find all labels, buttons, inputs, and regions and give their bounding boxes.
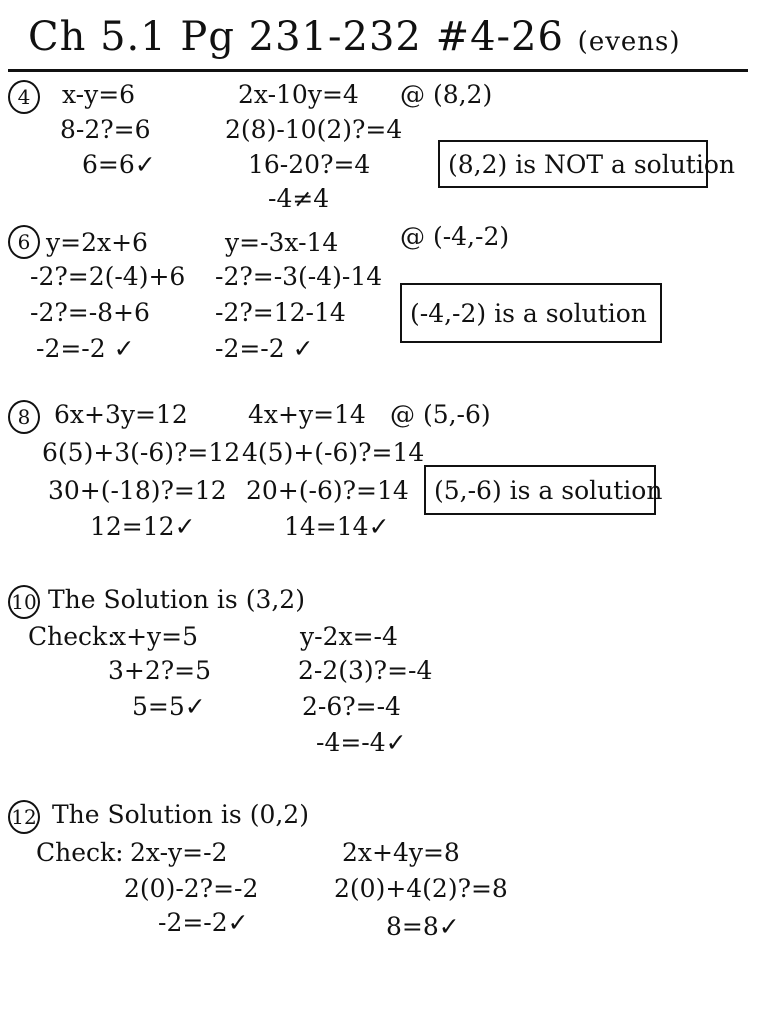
p6-result-box: (-4,-2) is a solution xyxy=(400,283,662,343)
p8-point: @ (5,-6) xyxy=(390,400,491,429)
p8-eq1-line3: 30+(-18)?=12 xyxy=(48,476,227,505)
problem-number-4: 4 xyxy=(8,80,40,114)
p8-eq1-line2: 6(5)+3(-6)?=12 xyxy=(42,438,241,467)
p4-eq2-line4: -4≠4 xyxy=(268,184,330,213)
p12-solution-line: The Solution is (0,2) xyxy=(52,800,309,829)
title-note: (evens) xyxy=(577,27,681,57)
p6-point: @ (-4,-2) xyxy=(400,222,510,251)
problem-number-12: 12 xyxy=(8,800,40,834)
p8-result-box: (5,-6) is a solution xyxy=(424,465,656,515)
p12-eq1-line2: 2(0)-2?=-2 xyxy=(124,874,259,903)
p10-check-label: Check: xyxy=(28,622,116,651)
p10-eq2-line1: y-2x=-4 xyxy=(300,622,398,651)
p6-eq1-line2: -2?=2(-4)+6 xyxy=(30,262,186,291)
p4-result-box: (8,2) is NOT a solution xyxy=(438,140,708,188)
problem-number-10: 10 xyxy=(8,585,40,619)
p6-eq1-line1: y=2x+6 xyxy=(46,228,148,257)
p12-check-label: Check: xyxy=(36,838,124,867)
p8-eq1-line1: 6x+3y=12 xyxy=(54,400,188,429)
p10-eq2-line4: -4=-4✓ xyxy=(316,728,407,757)
p6-eq2-line2: -2?=-3(-4)-14 xyxy=(215,262,383,291)
p6-eq2-line4: -2=-2 ✓ xyxy=(215,334,314,363)
p12-eq2-line3: 8=8✓ xyxy=(386,912,460,941)
p10-eq1-line2: 3+2?=5 xyxy=(108,656,212,685)
p6-eq2-line1: y=-3x-14 xyxy=(225,228,339,257)
p12-eq1-line1: 2x-y=-2 xyxy=(130,838,228,867)
p4-eq2-line1: 2x-10y=4 xyxy=(238,80,359,109)
p6-eq2-line3: -2?=12-14 xyxy=(215,298,346,327)
problem-number-8: 8 xyxy=(8,400,40,434)
p8-eq2-line2: 4(5)+(-6)?=14 xyxy=(242,438,425,467)
p12-eq2-line1: 2x+4y=8 xyxy=(342,838,460,867)
page-title xyxy=(28,14,681,60)
p10-eq1-line1: x+y=5 xyxy=(112,622,199,651)
p10-eq1-line3: 5=5✓ xyxy=(132,692,206,721)
p4-eq1-line1: x-y=6 xyxy=(62,80,136,109)
p8-eq2-line3: 20+(-6)?=14 xyxy=(246,476,409,505)
p8-eq2-line4: 14=14✓ xyxy=(284,512,390,541)
p4-eq2-line3: 16-20?=4 xyxy=(248,150,371,179)
p6-eq1-line3: -2?=-8+6 xyxy=(30,298,150,327)
p6-eq1-line4: -2=-2 ✓ xyxy=(36,334,135,363)
p12-eq1-line3: -2=-2✓ xyxy=(158,908,249,937)
p4-eq1-line3: 6=6✓ xyxy=(82,150,156,179)
p8-eq1-line4: 12=12✓ xyxy=(90,512,196,541)
p8-eq2-line1: 4x+y=14 xyxy=(248,400,366,429)
p4-point: @ (8,2) xyxy=(400,80,493,109)
title-underline xyxy=(8,69,748,72)
p4-eq2-line2: 2(8)-10(2)?=4 xyxy=(225,115,403,144)
p10-eq2-line3: 2-6?=-4 xyxy=(302,692,401,721)
p10-solution-line: The Solution is (3,2) xyxy=(48,585,305,614)
problem-number-6: 6 xyxy=(8,225,40,259)
p12-eq2-line2: 2(0)+4(2)?=8 xyxy=(334,874,508,903)
title-main: Ch 5.1 Pg 231-232 #4-26 xyxy=(28,14,564,60)
p4-eq1-line2: 8-2?=6 xyxy=(60,115,151,144)
p10-eq2-line2: 2-2(3)?=-4 xyxy=(298,656,433,685)
